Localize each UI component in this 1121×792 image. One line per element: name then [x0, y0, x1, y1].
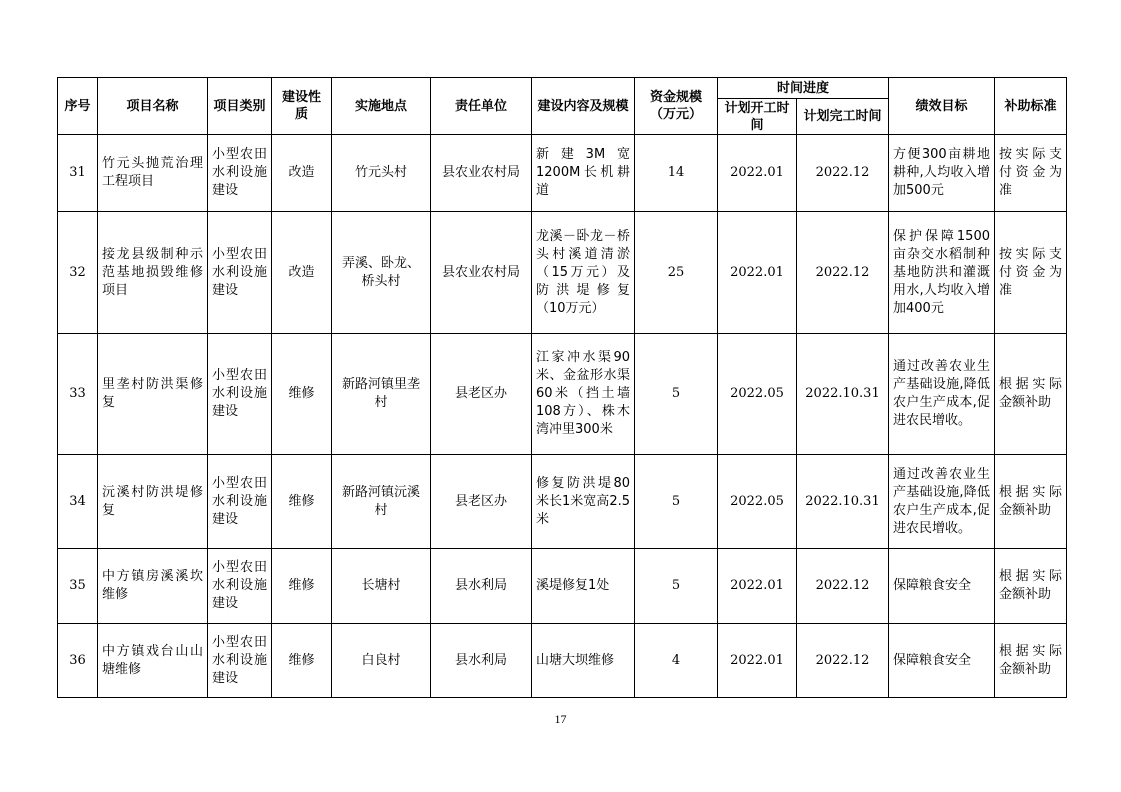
table-row [58, 624, 1067, 698]
cell-content: 山塘大坝维修 [532, 624, 635, 698]
header-schedule: 时间进度 [718, 78, 889, 99]
cell-nature: 改造 [272, 135, 332, 212]
header-goal: 绩效目标 [889, 78, 995, 135]
header-funds: 资金规模（万元） [635, 78, 718, 135]
header-category: 项目类别 [208, 78, 272, 135]
cell-nature: 维修 [272, 334, 332, 455]
header-nature: 建设性质 [272, 78, 332, 135]
cell-location: 新路河镇沅溪村 [332, 455, 431, 549]
cell-unit: 县农业农村局 [431, 212, 532, 334]
cell-location: 长塘村 [332, 549, 431, 624]
cell-name: 中方镇房溪溪坎维修 [98, 549, 208, 624]
header-location: 实施地点 [332, 78, 431, 135]
table-row [58, 212, 1067, 334]
cell-subsidy: 根据实际金额补助 [995, 455, 1067, 549]
cell-subsidy: 按实际支付资金为准 [995, 135, 1067, 212]
cell-category: 小型农田水利设施建设 [208, 624, 272, 698]
cell-subsidy: 按实际支付资金为准 [995, 212, 1067, 334]
cell-start: 2022.01 [718, 212, 797, 334]
cell-name: 竹元头抛荒治理工程项目 [98, 135, 208, 212]
cell-content: 新建3M宽1200M长机耕道 [532, 135, 635, 212]
cell-seq: 31 [58, 135, 98, 212]
cell-goal: 方便300亩耕地耕种,人均收入增加500元 [889, 135, 995, 212]
cell-unit: 县老区办 [431, 455, 532, 549]
cell-funds: 5 [635, 549, 718, 624]
header-subsidy: 补助标准 [995, 78, 1067, 135]
cell-funds: 4 [635, 624, 718, 698]
cell-funds: 14 [635, 135, 718, 212]
cell-end: 2022.12 [797, 135, 889, 212]
cell-nature: 维修 [272, 549, 332, 624]
cell-seq: 32 [58, 212, 98, 334]
header-content: 建设内容及规模 [532, 78, 635, 135]
cell-end: 2022.12 [797, 624, 889, 698]
cell-end: 2022.12 [797, 549, 889, 624]
page-number: 17 [554, 712, 567, 726]
cell-content: 龙溪－卧龙－桥头村溪道清淤（15万元）及防洪堤修复（10万元） [532, 212, 635, 334]
cell-category: 小型农田水利设施建设 [208, 212, 272, 334]
cell-name: 沅溪村防洪堤修复 [98, 455, 208, 549]
cell-end: 2022.10.31 [797, 455, 889, 549]
cell-subsidy: 根据实际金额补助 [995, 624, 1067, 698]
cell-end: 2022.12 [797, 212, 889, 334]
cell-name: 里垄村防洪渠修复 [98, 334, 208, 455]
table-row [58, 549, 1067, 624]
cell-content: 修复防洪堤80米长1米宽高2.5米 [532, 455, 635, 549]
cell-content: 江家冲水渠90米、金盆形水渠60米（挡土墙108方）、株木湾冲里300米 [532, 334, 635, 455]
cell-category: 小型农田水利设施建设 [208, 135, 272, 212]
header-end: 计划完工时间 [797, 99, 889, 135]
cell-start: 2022.01 [718, 549, 797, 624]
project-table [57, 77, 1067, 698]
cell-unit: 县老区办 [431, 334, 532, 455]
cell-unit: 县水利局 [431, 624, 532, 698]
table-row [58, 135, 1067, 212]
cell-nature: 改造 [272, 212, 332, 334]
cell-funds: 5 [635, 455, 718, 549]
cell-name: 接龙县级制种示范基地损毁维修项目 [98, 212, 208, 334]
cell-subsidy: 根据实际金额补助 [995, 549, 1067, 624]
cell-funds: 25 [635, 212, 718, 334]
cell-location: 白良村 [332, 624, 431, 698]
cell-goal: 保障粮食安全 [889, 549, 995, 624]
cell-goal: 保护保障1500亩杂交水稻制种基地防洪和灌溉用水,人均收入增加400元 [889, 212, 995, 334]
cell-seq: 34 [58, 455, 98, 549]
header-unit: 责任单位 [431, 78, 532, 135]
cell-start: 2022.05 [718, 334, 797, 455]
cell-unit: 县水利局 [431, 549, 532, 624]
cell-seq: 33 [58, 334, 98, 455]
cell-start: 2022.01 [718, 624, 797, 698]
cell-start: 2022.01 [718, 135, 797, 212]
cell-category: 小型农田水利设施建设 [208, 455, 272, 549]
header-start: 计划开工时间 [718, 99, 797, 135]
cell-subsidy: 根据实际金额补助 [995, 334, 1067, 455]
cell-location: 新路河镇里垄村 [332, 334, 431, 455]
cell-goal: 保障粮食安全 [889, 624, 995, 698]
cell-start: 2022.05 [718, 455, 797, 549]
header-seq: 序号 [58, 78, 98, 135]
cell-goal: 通过改善农业生产基础设施,降低农户生产成本,促进农民增收。 [889, 455, 995, 549]
cell-end: 2022.10.31 [797, 334, 889, 455]
cell-content: 溪堤修复1处 [532, 549, 635, 624]
table-row [58, 455, 1067, 549]
cell-location: 竹元头村 [332, 135, 431, 212]
cell-seq: 35 [58, 549, 98, 624]
cell-goal: 通过改善农业生产基础设施,降低农户生产成本,促进农民增收。 [889, 334, 995, 455]
cell-funds: 5 [635, 334, 718, 455]
cell-unit: 县农业农村局 [431, 135, 532, 212]
cell-location: 弄溪、卧龙、桥头村 [332, 212, 431, 334]
cell-category: 小型农田水利设施建设 [208, 549, 272, 624]
table-row [58, 334, 1067, 455]
cell-nature: 维修 [272, 624, 332, 698]
cell-name: 中方镇戏台山山塘维修 [98, 624, 208, 698]
cell-nature: 维修 [272, 455, 332, 549]
cell-category: 小型农田水利设施建设 [208, 334, 272, 455]
header-name: 项目名称 [98, 78, 208, 135]
cell-seq: 36 [58, 624, 98, 698]
